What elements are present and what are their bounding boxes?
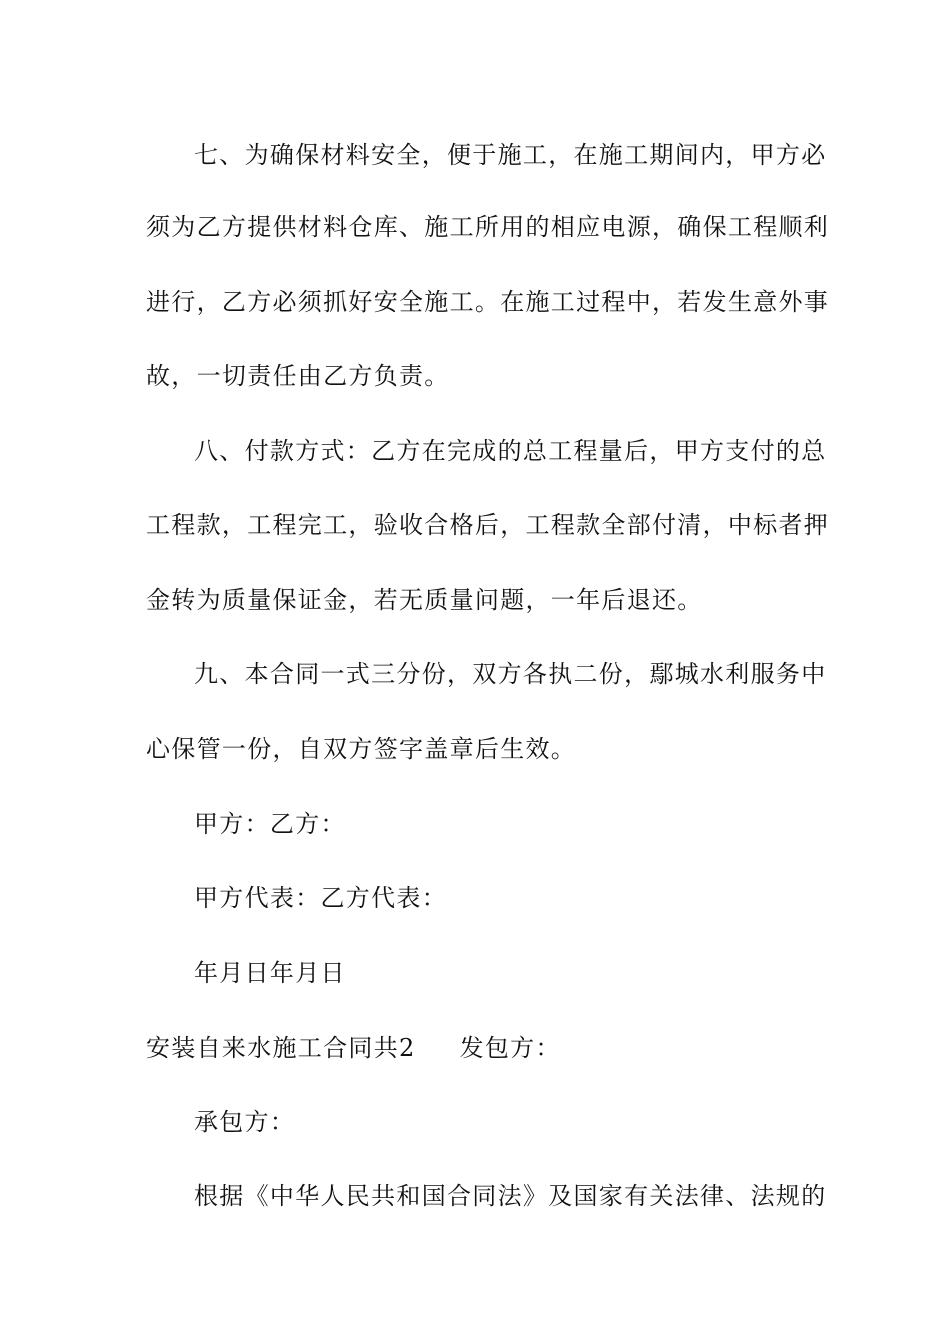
paragraph-8-line-2: 工程款，工程完工，验收合格后，工程款全部付清，中标者押 <box>146 511 830 539</box>
paragraph-8-line-3: 金转为质量保证金，若无质量问题，一年后退还。 <box>146 586 703 614</box>
paragraph-9-line-2: 心保管一份，自双方签字盖章后生效。 <box>146 735 577 763</box>
paragraph-9-line-1: 九、本合同一式三分份，双方各执二份，鄢城水利服务中 <box>194 660 827 688</box>
contract-title-line <box>146 1033 816 1063</box>
employer-label: 发包方： <box>459 1034 561 1062</box>
contract-title: 安装自来水施工合同共2 <box>146 1034 416 1062</box>
paragraph-8-line-1: 八、付款方式：乙方在完成的总工程量后，甲方支付的总 <box>194 437 827 465</box>
paragraph-7-line-3: 进行，乙方必须抓好安全施工。在施工过程中，若发生意外事 <box>146 288 830 316</box>
contractor-label: 承包方： <box>194 1108 296 1136</box>
signature-parties: 甲方：乙方： <box>194 810 346 838</box>
signature-dates: 年月日年月日 <box>194 959 346 987</box>
paragraph-7-line-4: 故，一切责任由乙方负责。 <box>146 362 450 390</box>
paragraph-7-line-1: 七、为确保材料安全，便于施工，在施工期间内，甲方必 <box>194 141 827 169</box>
signature-representatives: 甲方代表：乙方代表： <box>194 884 447 912</box>
paragraph-7-line-2: 须为乙方提供材料仓库、施工所用的相应电源，确保工程顺利 <box>146 213 830 241</box>
legal-basis-line: 根据《中华人民共和国合同法》及国家有关法律、法规的 <box>194 1182 827 1210</box>
